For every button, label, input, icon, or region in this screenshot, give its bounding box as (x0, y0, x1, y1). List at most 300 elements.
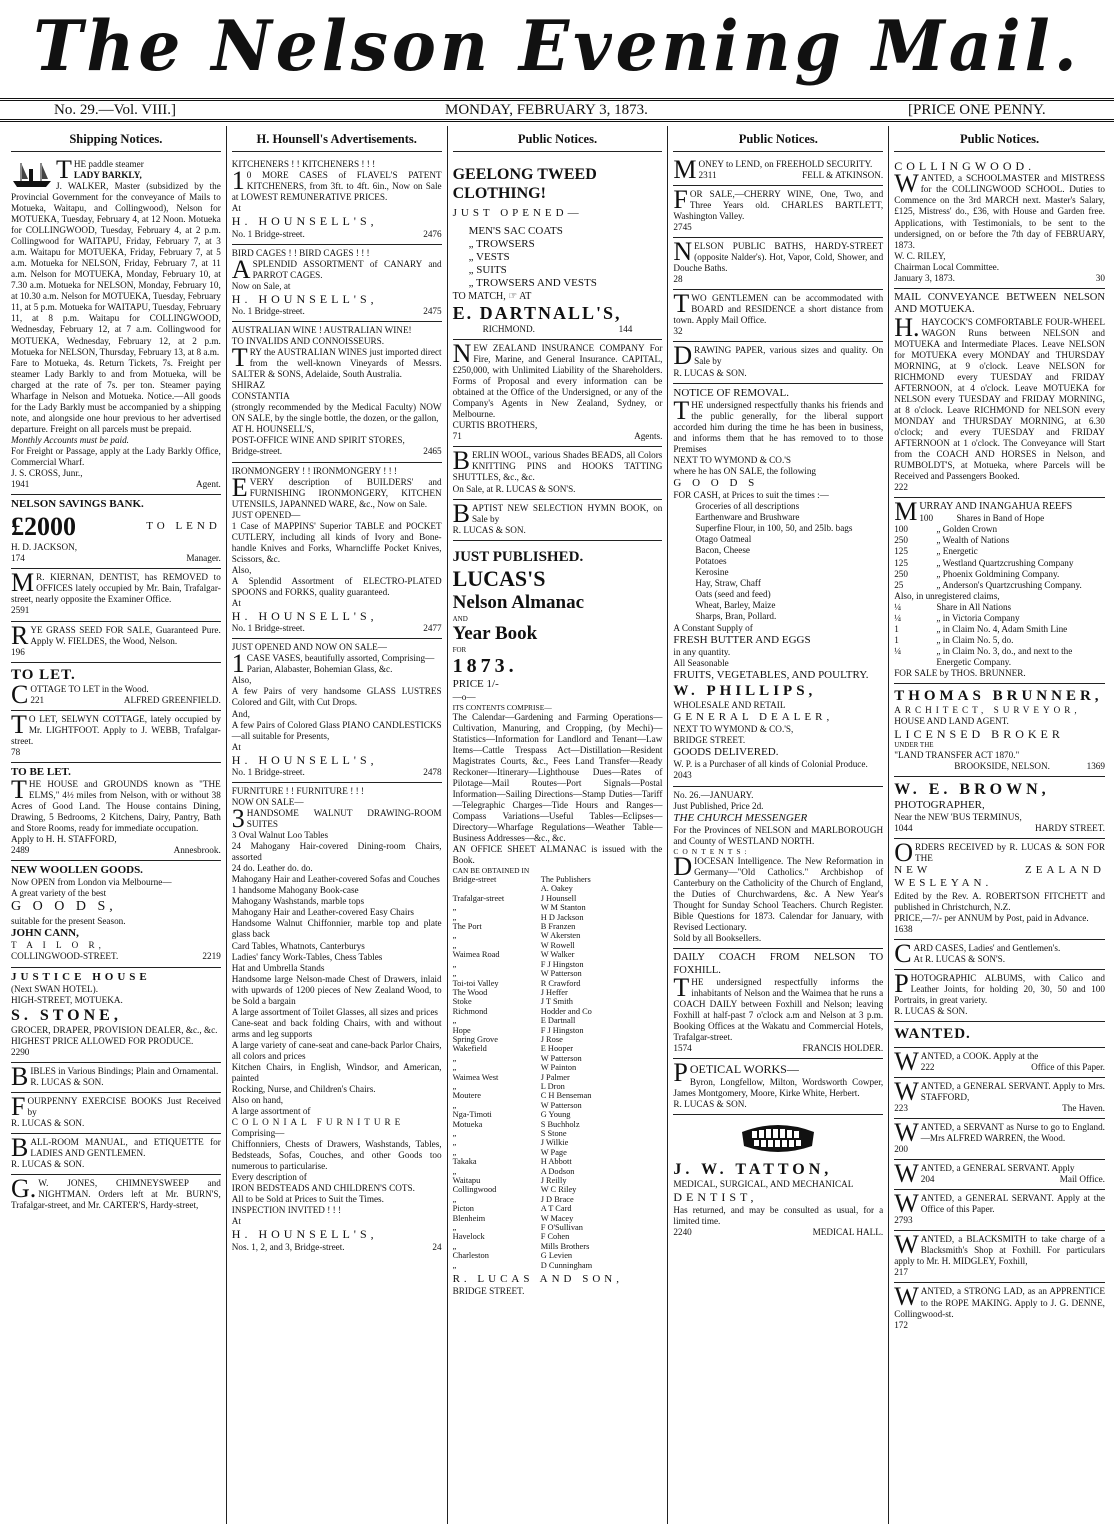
agent-row (453, 875, 663, 884)
wine-recommended: (strongly recommended by the Medical Faculty) NOW ON SALE, by the single bottle, the dozen, or the gallon, (231, 402, 442, 424)
wine-store: POST-OFFICE WINE AND SPIRIT STORES, (231, 435, 405, 446)
dartnall-name: E. DARTNALL'S, (452, 302, 622, 323)
column-public-notices-3 (889, 126, 1110, 1524)
ad-number: 222 (920, 1061, 935, 1072)
ship-fare: Fare to Motueka, 4s. Return Tickets, 7s. Freight per steamer Lady Barkly to and from Motueka, will be charged at the rate of 7s. per ton. Steamer paying Wharfage in Nelson and Motueka. Notice.—All goods for the Lady Barkly must be accompanied by a shipping note, and alongside one hour previous to her advertised departure. Freight on all parcels must be prepaid. (11, 357, 221, 434)
wine-shiraz: SHIRAZ (231, 380, 265, 391)
furniture-item: Kitchen Chairs, in English, Windsor, and American, painted (231, 1061, 442, 1083)
ad-number: 1941 (11, 478, 30, 489)
ballroom-sign: R. LUCAS & SON. (11, 1159, 85, 1170)
phillips-note: W. P. is a Purchaser of all kinds of Colonial Produce. (673, 759, 868, 770)
share-row-value: „ Westland Quartzcrushing Company (936, 557, 1074, 568)
agent-row (453, 1054, 663, 1063)
agent-row (453, 1167, 663, 1176)
ad-number: 2043 (673, 770, 692, 781)
ad-number: 204 (920, 1174, 935, 1185)
furn-invited: INSPECTION INVITED ! ! ! (231, 1205, 342, 1216)
agent-row-key: Waitapu (452, 1176, 481, 1186)
dartnall-place: RICHMOND. (482, 324, 535, 335)
furniture-item: Mahogany Hair and Leather-covered Easy Chairs (231, 907, 415, 918)
removal-list (673, 501, 883, 622)
dentist-text: MR. KIERNAN, DENTIST, has REMOVED to OFFICES lately occupied by Mr. Bain, Trafalgar-street, nearly opposite the Examiner Office. (11, 568, 221, 605)
furn-nos: Nos. 1, 2, and 3, Bridge-street. (231, 1241, 345, 1252)
house-apply: Apply to H. H. STAFFORD, (11, 834, 117, 845)
gentlemen-text: TWO GENTLEMEN can be accommodated with BOARD and RESIDENCE a short distance from town. Apply Mail Office. (673, 289, 884, 326)
goods-item: Kerosine (695, 567, 729, 578)
bank-sign: H. D. JACKSON, (11, 542, 78, 553)
agent-row-value: H Abbott (540, 1157, 572, 1167)
furniture-item: Cane-seat and back folding Chairs, with and without arms and leg supports (231, 1017, 442, 1039)
stone-trade: GROCER, DRAPER, PROVISION DEALER, &c., &c. (11, 1024, 218, 1035)
furniture-list (232, 830, 442, 1095)
ad-number: 2465 (423, 446, 442, 457)
agent-row-key: „ (452, 940, 457, 950)
drawing-sign: R. LUCAS & SON. (673, 367, 747, 378)
furn-every: Every description of (231, 1172, 307, 1183)
iron-also: Also, (231, 564, 252, 575)
agent-row (453, 903, 663, 912)
ad-baths (673, 238, 883, 290)
agent-row (453, 1035, 663, 1044)
yearbook-title: Year Book (452, 623, 538, 645)
agent-row-key: „ (452, 1260, 457, 1270)
agent-row (453, 1195, 663, 1204)
claim-row (894, 602, 1105, 613)
furn-also: Also on hand, (231, 1094, 284, 1105)
hounsell-name: H. HOUNSELL'S, (231, 752, 378, 767)
agent-row-value: W Patterson (540, 969, 582, 979)
ship-monthly: Monthly Accounts must be paid. (11, 434, 129, 445)
ad-photographer (894, 777, 1105, 839)
ad-to-be-let (11, 763, 221, 861)
ad-furniture (232, 783, 442, 1257)
furniture-item: Ladies' fancy Work-Tables, Chess Tables (231, 951, 383, 962)
rye-text: RYE GRASS SEED FOR SALE, Guaranteed Pure. Apply W. FIELDES, the Wood, Nelson. (11, 620, 221, 650)
furn-comp: Comprising— (231, 1128, 285, 1139)
ad-number: 2475 (423, 306, 442, 317)
issue-date: MONDAY, FEBRUARY 3, 1873. (445, 102, 648, 118)
goods-item: Otago Oatmeal (695, 534, 752, 545)
cards-text: CARD CASES, Ladies' and Gentlemen's. (894, 938, 1061, 968)
share-row (894, 558, 1105, 569)
geelong-subtitle: CLOTHING! (452, 185, 546, 203)
ad-cherry-wine (673, 186, 883, 238)
stone-name: S. STONE, (11, 1006, 122, 1024)
agent-row-value: Hodder and Co (540, 1006, 592, 1016)
agent-row (453, 960, 663, 969)
almanac-divider: —o— (452, 691, 476, 702)
w-servant2-office: Mail Office. (1059, 1174, 1105, 1185)
agent-row-key: Spring Grove (452, 1034, 498, 1044)
at-label: At (231, 203, 241, 214)
ad-board (673, 290, 883, 342)
and-label: AND (452, 614, 468, 623)
vases-and: And, (231, 708, 250, 719)
agent-row (453, 1101, 663, 1110)
agent-row (453, 950, 663, 959)
wine-constantia: CONSTANTIA (231, 391, 290, 402)
bibles-sign: R. LUCAS & SON. (30, 1077, 104, 1088)
removal-text: THE undersigned respectfully thanks his friends and the public generally, for the liberal support accorded him during the time he has been in business, and informs them that he has removed to to those Premises (673, 395, 884, 454)
ad-number: 2591 (11, 605, 30, 616)
phillips-street: BRIDGE STREET. (673, 735, 746, 746)
goods-item: Bacon, Cheese (695, 545, 750, 556)
woollen-goods: G O O D S, (11, 899, 117, 915)
ad-ballroom (11, 1134, 221, 1175)
column-shipping (6, 126, 227, 1524)
ad-church-messenger (673, 787, 883, 950)
coach-heading: DAILY COACH FROM NELSON TO FOXHILL. (673, 952, 884, 976)
agent-row-key: Stoke (452, 997, 472, 1007)
goods-item: Oats (seed and feed) (695, 589, 771, 600)
agent-row-key: „ (452, 1241, 457, 1251)
share-row-value: Shares in Band of Hope (956, 513, 1045, 524)
ad-number: 30 (1095, 272, 1105, 283)
messenger-sold: Sold by all Booksellers. (673, 933, 762, 944)
ad-to-let (11, 663, 221, 711)
agent-row-key: „ (452, 1100, 457, 1110)
mail-heading: MAIL CONVEYANCE BETWEEN NELSON AND MOTUEKA. (894, 291, 1105, 316)
agent-row (453, 979, 663, 988)
berlin-sale: On Sale, at R. LUCAS & SON'S. (452, 483, 576, 494)
goods-item: Earthenware and Brushware (695, 512, 800, 523)
agent-row (453, 931, 663, 940)
ad-wanted-servant-3 (894, 1190, 1105, 1231)
albums-sign: R. LUCAS & SON. (894, 1005, 968, 1016)
agent-row-key: Collingwood (452, 1185, 497, 1195)
furniture-item: Mahogany Hair and Leather-covered Sofas and Couches (231, 874, 440, 885)
agent-row-value: W Patterson (540, 1053, 582, 1063)
furn-beds: IRON BEDSTEADS AND CHILDREN'S COTS. (231, 1183, 415, 1194)
contents-text: The Calendar—Gardening and Farming Operations—Cultivation, Manuring, and Cropping, (by Mechi)—Statistics—Information for Landlord and Tenant—Law Items—Cattle Trespass Act—Distillation—Resident Magistrates Courts, &c., Fees Land Transfer—Ready Reckoner—Itinerary—Lighthouse Dues—Rates of Pilotage—Mail Routes—Port Signals—Postal Information—Sailing Directions—Stamp Duties—Tariff—Telegraphic Charges—Tide Hours and Ranges—Compass Variations—Useful Tables—Eclipses—Directory—Wharfage Regulations—Weather Table—Business Addresses—&c., &c. (452, 711, 663, 843)
ad-selwyn-cottage (11, 711, 221, 763)
iron-case: 1 Case of MAPPINS' Superior TABLE and POCKET CUTLERY, including all kinds of Ivory and Bone-handle Knives and Forks, Wharncliffe Pocket Knives, Scissors, &c. (231, 520, 442, 564)
obtained-heading: CAN BE OBTAINED IN (452, 866, 530, 876)
messenger-for: For the Provinces of NELSON and MARLBOROUGH and County of WESTLAND NORTH. (673, 824, 884, 846)
ad-wanted-servant-1 (894, 1078, 1105, 1119)
justice-next: (Next SWAN HOTEL). (11, 983, 99, 994)
furn-comp-list: Chiffonniers, Chests of Drawers, Washstands, Tables, Bedsteads, Sofas, Couches, and other Goods too numerous to particularise. (231, 1139, 442, 1172)
w-smith: WANTED, a BLACKSMITH to take charge of a Blacksmith's Shop at Foxhill. For particulars apply to Mr. H. MIDGLEY, Foxhill, (894, 1230, 1105, 1267)
messenger-no: No. 26.—JANUARY. (673, 789, 754, 800)
agent-row-value: W Macey (540, 1213, 574, 1223)
claim-row-key: 1 (894, 634, 899, 645)
woollen-name: JOHN CANN, (11, 927, 79, 940)
share-row (894, 569, 1105, 580)
agent-row-value: B Franzen (540, 922, 576, 932)
w-servant3: WANTED, a GENERAL SERVANT. Apply at the Office of this Paper. (894, 1189, 1105, 1219)
ad-woollen-goods (11, 861, 221, 967)
ad-savings-bank (11, 495, 221, 569)
share-row-value: „ Wealth of Nations (936, 535, 1010, 546)
ship-name: LADY BARKLY, (73, 170, 142, 181)
agent-row-value: L Dron (540, 1081, 565, 1091)
agent-row (453, 1007, 663, 1016)
removal-fruits: FRUITS, VEGETABLES, AND POULTRY. (673, 668, 869, 681)
ad-berlin-wool (453, 447, 663, 499)
agent-row-key: „ (452, 1147, 457, 1157)
ad-bird-cages (232, 245, 442, 323)
share-row-key: 25 (894, 579, 904, 590)
goods-item: Hay, Straw, Chaff (695, 578, 761, 589)
brunner-place: BROOKSIDE, NELSON. (954, 760, 1050, 771)
agent-row-value: J Rose (540, 1034, 563, 1044)
furn-at: At (231, 1216, 241, 1227)
agent-row-key: The Port (452, 922, 482, 932)
baths-text: NELSON PUBLIC BATHS, HARDY-STREET (opposite Nalder's). Hot, Vapor, Cold, Shower, and Douche Baths. (673, 237, 884, 274)
agent-row-value: The Publishers (540, 875, 591, 885)
birds-heading: BIRD CAGES ! ! BIRD CAGES ! ! ! (231, 247, 370, 258)
cw-date: January 3, 1873. (894, 272, 955, 283)
share-row (894, 535, 1105, 546)
coach-sign: FRANCIS HOLDER. (802, 1043, 884, 1054)
agent-row-value: J Heffer (540, 987, 568, 997)
furniture-item: Hat and Umbrella Stands (231, 962, 325, 973)
removal-next: NEXT TO WYMOND & CO.'S (673, 454, 792, 465)
w-cook-office: Office of this Paper. (1031, 1061, 1105, 1072)
vases-lustres: A few Pairs of very handsome GLASS LUSTRES Colored and Gilt, with Cut Drops. (231, 686, 442, 708)
ad-number: 1638 (894, 923, 913, 934)
agent-row-value: W C Riley (540, 1185, 577, 1195)
agent-row-value: D Cunningham (540, 1260, 593, 1270)
ad-mail-conveyance (894, 289, 1105, 499)
agent-row-key: „ (452, 1166, 457, 1176)
w-lad: WANTED, a STRONG LAD, as an APPRENTICE to the ROPE MAKING. Apply to J. G. DENNE, Collingwood-st. (894, 1282, 1105, 1319)
agent-row-value: F J Hingston (540, 959, 584, 969)
w-servant1-place: The Haven. (1062, 1103, 1105, 1114)
for-label: FOR (452, 646, 467, 654)
clothing-item: „ TROWSERS AND VESTS (468, 277, 597, 290)
agent-row (453, 997, 663, 1006)
furniture-item: 1 handsome Mahogany Book-case (231, 885, 359, 896)
iron-opened: JUST OPENED— (231, 509, 301, 520)
iron-heading: IRONMONGERY ! ! IRONMONGERY ! ! ! (231, 465, 397, 476)
ad-number: 2290 (11, 1047, 30, 1058)
ad-reefs (894, 498, 1105, 683)
furn-heading: FURNITURE ! ! FURNITURE ! ! ! (231, 786, 364, 797)
furn-suites: 3HANDSOME WALNUT DRAWING-ROOM SUITES (231, 804, 442, 834)
ad-number: 32 (673, 326, 683, 337)
fourpenny-sign: R. LUCAS & SON. (11, 1118, 85, 1129)
stone-price: HIGHEST PRICE ALLOWED FOR PRODUCE. (11, 1035, 194, 1046)
ad-vases (232, 639, 442, 783)
cards-sign: At R. LUCAS & SON'S. (913, 953, 1006, 964)
removal-butter: FRESH BUTTER AND EGGS (673, 633, 811, 646)
share-row-key: 250 (894, 535, 908, 546)
column-heading: Public Notices. (453, 126, 663, 152)
reefs-heading: MURRAY AND INANGAHUA REEFS (894, 497, 1073, 527)
bridge-street: No. 1 Bridge-street. (231, 623, 305, 634)
ad-wanted-blacksmith (894, 1231, 1105, 1283)
iron-text: EVERY description of BUILDERS' and FURNISHING IRONMONGERY, KITCHEN UTENSILS, JAPANNED WARE, &c., Now on Sale. (231, 472, 442, 509)
fourpenny-text: FOURPENNY EXERCISE BOOKS Just Received by (11, 1092, 221, 1122)
agent-row-value: F Cohen (540, 1232, 570, 1242)
reefs-also: Also, in unregistered claims, (894, 590, 1000, 601)
clothing-item: „ TROWSERS (468, 237, 535, 250)
ad-number: 1574 (673, 1043, 692, 1054)
tatton-trade: MEDICAL, SURGICAL, AND MECHANICAL (673, 1179, 854, 1190)
agent-row-key: The Wood (452, 987, 488, 997)
agent-row-key: „ (452, 1138, 457, 1148)
ad-number: 172 (894, 1319, 908, 1330)
goods-item: Potatoes (695, 556, 727, 567)
ad-number: 2476 (423, 228, 442, 239)
agent-row (453, 913, 663, 922)
lucas-street: BRIDGE STREET. (452, 1286, 525, 1297)
vases-kinds: Parian, Alabaster, Bohemian Glass, &c. (246, 664, 393, 675)
ad-number: 78 (11, 746, 21, 757)
claim-row-key: ¼ (894, 645, 902, 656)
agent-row-value: J Palmer (540, 1072, 570, 1082)
bank-manager: Manager. (186, 553, 221, 564)
w-servant2: WANTED, a GENERAL SERVANT. Apply (894, 1159, 1075, 1189)
claim-row-value: Share in All Nations (936, 601, 1012, 612)
claim-row-value: „ in Claim No. 4, Adam Smith Line (936, 623, 1068, 634)
ad-australian-wine (232, 322, 442, 462)
agent-row-key: „ (452, 1129, 457, 1139)
agent-row-value: A. Oakey (540, 884, 573, 894)
steamship-icon (11, 159, 53, 189)
furniture-item: Handsome Walnut Chiffonnier, marble top and plate glass back (231, 918, 442, 940)
goods-item: Groceries of all descriptions (695, 501, 800, 512)
tatton-dentist: DENTIST, (673, 1190, 758, 1205)
agent-row-key: Motueka (452, 1119, 483, 1129)
furn-hounsell: H. HOUNSELL'S, (231, 1227, 378, 1242)
woollen-season: suitable for the present Season. (11, 916, 126, 927)
ad-dentist-tatton (673, 1115, 883, 1242)
ad-number: 217 (894, 1267, 908, 1278)
geelong-title: GEELONG TWEED (452, 166, 597, 183)
furn-now: NOW ON SALE— (231, 797, 304, 808)
ad-wanted (894, 1022, 1105, 1048)
agent-row (453, 969, 663, 978)
tatton-note: Has returned, and may be consulted as usual, for a limited time. (673, 1204, 884, 1226)
cw-sign: W. C. RILEY, (894, 250, 946, 261)
furniture-item: 24 do. Leather do. do. (231, 863, 313, 874)
ad-chimney-sweep (11, 1175, 221, 1215)
issue-price: [PRICE ONE PENNY. (908, 102, 1046, 118)
agent-row (453, 1214, 663, 1223)
agent-row-value: W Page (540, 1147, 567, 1157)
ad-rye-grass (11, 622, 221, 663)
ad-number: 2311 (698, 170, 717, 181)
ship-agent: Agent. (196, 478, 221, 489)
ad-bibles (11, 1063, 221, 1093)
almanac-title: Nelson Almanac (452, 592, 585, 614)
claim-row-key: ¼ (894, 612, 902, 623)
agent-row-key: Hope (452, 1025, 471, 1035)
ad-number: 1369 (1086, 760, 1105, 771)
share-row (894, 524, 1105, 535)
ad-number: 71 (452, 431, 462, 442)
wesleyan-orders: ORDERS RECEIVED by R. LUCAS & SON FOR THE (894, 838, 1105, 868)
newspaper-title: The Nelson Evening Mail. (33, 5, 1081, 87)
ad-brunner (894, 684, 1105, 777)
ad-wesleyan (894, 839, 1105, 940)
agent-row-value: J Wilkie (540, 1138, 569, 1148)
bank-heading: NELSON SAVINGS BANK. (11, 497, 144, 510)
reefs-sale: FOR SALE by THOS. BRUNNER. (894, 667, 1026, 678)
ad-wanted-cook (894, 1048, 1105, 1078)
clothing-item: „ SUITS (468, 264, 507, 277)
poetical-list: Byron, Longfellow, Milton, Wordsworth Cowper, James Montgomery, Moore, Kirke White, Herbert. (673, 1076, 884, 1098)
clothing-item: MEN'S SAC COATS (468, 224, 563, 237)
cw-text: WANTED, a SCHOOLMASTER and MISTRESS for the COLLINGWOOD SCHOOL. Duties to Commence on the 3rd MARCH next. Master's Salary, £125, Mistress' do., £36, with House and Garden free. Applications, with Testimonials, to be sent to the undersigned, on or before the 7th day of FEBRUARY, 1873. (894, 169, 1105, 250)
brown-name: W. E. BROWN, (894, 780, 1050, 798)
berlin-text: BERLIN WOOL, various Shades BEADS, all Colors KNITTING PINS and HOOKS TATTING SHUTTLES, &c., &c. (452, 446, 663, 483)
agent-row-key: Bridge-street (452, 875, 497, 885)
agent-row-key: Havelock (452, 1232, 485, 1242)
ad-card-cases (894, 940, 1105, 970)
agent-row-value: S Stone (540, 1129, 567, 1139)
woollen-heading: NEW WOOLLEN GOODS. (11, 864, 143, 877)
poetical-sign: R. LUCAS & SON. (673, 1098, 747, 1109)
justice-heading: JUSTICE HOUSE (11, 970, 151, 983)
ad-wanted-servant-2 (894, 1160, 1105, 1190)
agent-row (453, 1138, 663, 1147)
agent-row-key: Moutere (452, 1091, 481, 1101)
insurance-agents: Agents. (634, 431, 663, 442)
poetical-title: POETICAL WORKS— (673, 1058, 799, 1088)
cottage-text: COTTAGE TO LET in the Wood. (11, 679, 149, 709)
agent-row (453, 1091, 663, 1100)
woollen-street: COLLINGWOOD-STREET. (11, 951, 119, 962)
ad-number: 222 (894, 482, 908, 493)
ship-apply: For Freight or Passage, apply at the Lady Barkly Office, Commercial Wharf. (11, 445, 221, 467)
clothing-item: „ VESTS (468, 250, 510, 263)
agent-row-key: „ (452, 912, 457, 922)
removal-heading: NOTICE OF REMOVAL. (673, 386, 789, 399)
column-heading: H. Hounsell's Advertisements. (232, 126, 442, 152)
ad-ironmongery (232, 463, 442, 640)
column-heading: Public Notices. (673, 126, 883, 152)
ad-number: 2745 (673, 222, 692, 233)
agent-row-value: E Dartnall (540, 1016, 576, 1026)
wanted-heading: WANTED. (894, 1025, 971, 1042)
share-row-value: „ Anderson's Quartzcrushing Company. (936, 579, 1082, 590)
messenger-list: DIOCESAN Intelligence. The New Reformation in Germany—"Old Catholics." Archbishop of Canterbury on the Catholicity of the Church of England, the Duties of Churchwardens, &c. A New Year's Thought for Sunday School Teachers. Church Register. Bible Questions for 1873. Calendar for January, with Revised Lectionary. (673, 851, 884, 932)
agent-row (453, 1016, 663, 1025)
ad-coach (673, 949, 883, 1059)
removal-cash: FOR CASH, at Prices to suit the times :— (673, 490, 829, 501)
agent-row-key: Takaka (452, 1157, 477, 1167)
ballroom-text: BALL-ROOM MANUAL, and ETIQUETTE for LADIES AND GENTLEMEN. (11, 1133, 221, 1163)
vases-text: 1CASE VASES, beautifully assorted, Comprising— (231, 649, 435, 679)
removal-supply: A Constant Supply of (673, 622, 753, 633)
ship-title: THE paddle steamer (56, 155, 144, 184)
removal-goods: G O O D S (673, 476, 759, 489)
almanac-year: 1873. (452, 655, 518, 678)
denture-icon (738, 1122, 818, 1156)
geelong-match: TO MATCH, ☞ AT (452, 290, 532, 302)
ship-sign: J. S. CROSS, Junr., (11, 467, 83, 478)
coach-text: THE undersigned respectfully informs the inhabitants of Nelson and the Waimea that he runs a COACH DAILY between Foxhill and Nelson; leaving Foxhill at half-past 7 o'clock a.m and Nelson at 3 p.m. Booking Offices at the Wakatu and Commercial Hotels, Trafalgar-street. (673, 973, 884, 1043)
ad-wanted-nurse (894, 1119, 1105, 1160)
messenger-contents: CONTENTS: (673, 846, 751, 856)
birds-now: Now on Sale, at (231, 280, 291, 291)
to-be-let-heading: TO BE LET. (11, 765, 71, 778)
ad-almanac (453, 541, 663, 1302)
agent-row (453, 1176, 663, 1185)
hounsell-name: H. HOUNSELL'S, (231, 291, 378, 306)
ad-drawing-paper (673, 342, 883, 383)
agent-row (453, 1232, 663, 1241)
just-published: JUST PUBLISHED. (452, 548, 584, 565)
agent-row (453, 1073, 663, 1082)
removal-where: where he has ON SALE, the following (673, 465, 817, 476)
phillips-name: W. PHILLIPS, (673, 682, 817, 699)
brunner-trade: ARCHITECT, SURVEYOR, (894, 704, 1081, 715)
